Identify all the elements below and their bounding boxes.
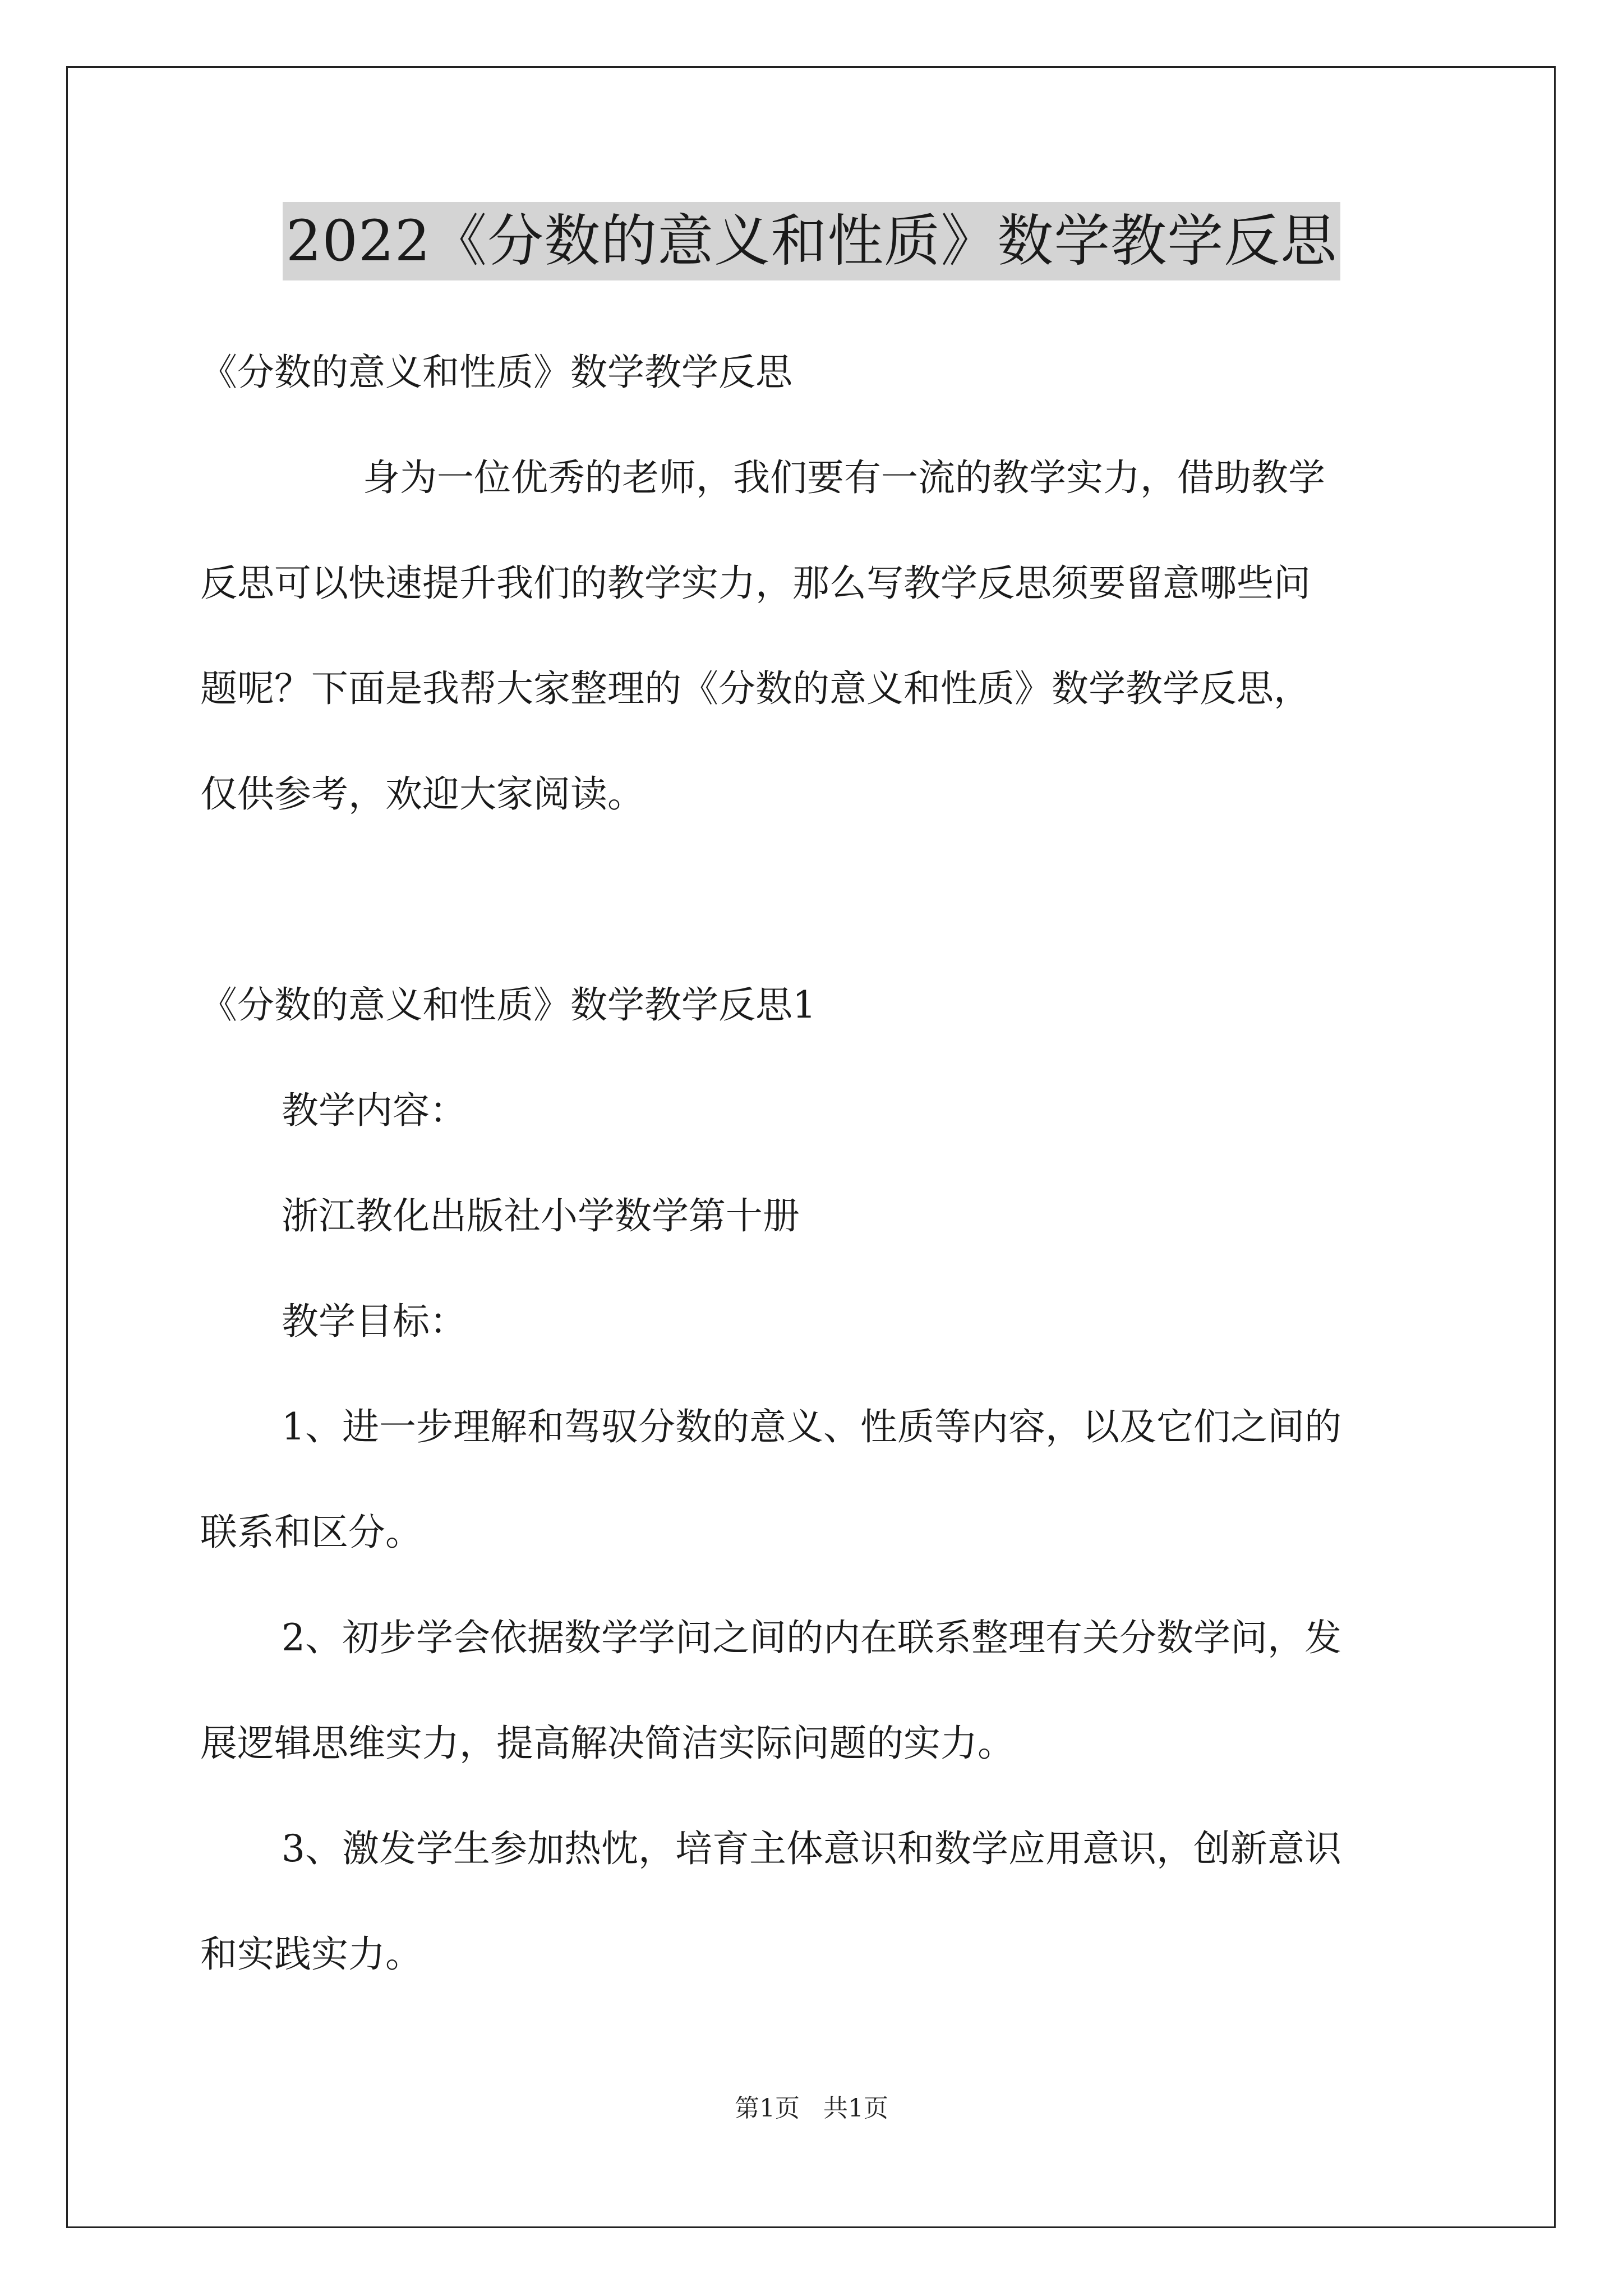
intro-paragraph-line: 反思可以快速提升我们的教学实力，那么写教学反思须要留意哪些问	[200, 562, 1311, 605]
page-total: 共1页	[823, 2094, 888, 2123]
document-body	[200, 320, 1428, 2007]
goal-line: 展逻辑思维实力，提高解决简洁实际问题的实力。	[200, 1722, 1015, 1765]
document-title: 2022《分数的意义和性质》数学教学反思	[283, 202, 1341, 280]
subtitle-line: 《分数的意义和性质》数学教学反思	[200, 351, 792, 394]
goal-line: 3、激发学生参加热忱，培育主体意识和数学应用意识，创新意识	[282, 1827, 1341, 1870]
page-number: 第1页	[735, 2094, 800, 2123]
content-label: 教学内容：	[282, 1089, 467, 1132]
goal-line: 和实践实力。	[200, 1932, 422, 1976]
goal-line: 1、进一步理解和驾驭分数的意义、性质等内容，以及它们之间的	[282, 1405, 1341, 1448]
title-wrap	[0, 202, 1623, 280]
goal-line: 联系和区分。	[200, 1511, 422, 1554]
intro-paragraph-line: 仅供参考，欢迎大家阅读。	[200, 772, 644, 816]
section-heading: 《分数的意义和性质》数学教学反思1	[200, 983, 816, 1027]
intro-paragraph-line: 身为一位优秀的老师，我们要有一流的教学实力，借助教学	[363, 456, 1325, 499]
goal-line: 2、初步学会依据数学学问之间的内在联系整理有关分数学问，发	[282, 1616, 1341, 1659]
intro-paragraph-line: 题呢？下面是我帮大家整理的《分数的意义和性质》数学教学反思，	[200, 667, 1311, 710]
page-footer	[0, 2088, 1623, 2124]
blank-line	[200, 847, 1428, 953]
goals-label: 教学目标：	[282, 1300, 467, 1343]
content-value: 浙江教化出版社小学数学第十册	[282, 1194, 800, 1237]
